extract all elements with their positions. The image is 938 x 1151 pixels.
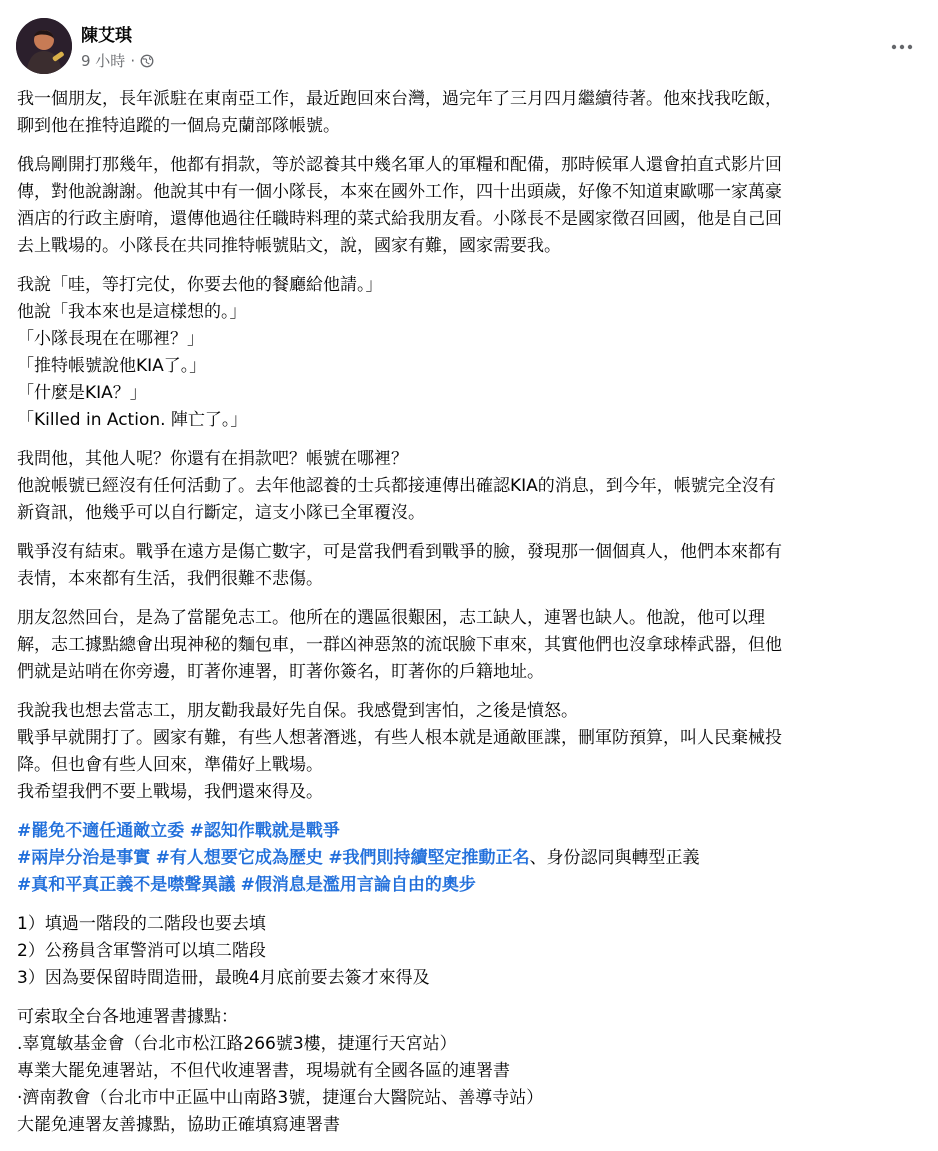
globe-icon[interactable]	[140, 54, 154, 68]
text-line: 新資訊，他幾乎可以自行斷定，這支小隊已全軍覆沒。	[17, 503, 425, 523]
text-line: 我說我也想去當志工，朋友勸我最好先自保。我感覺到害怕，之後是憤怒。	[17, 701, 578, 721]
text-line: 戰爭沒有結束。戰爭在遠方是傷亡數字，可是當我們看到戰爭的臉，發現那一個個真人，他們本來都有	[17, 542, 782, 562]
hashtag-line	[17, 872, 922, 899]
locations-list	[17, 1004, 922, 1139]
text-line: 「推特帳號說他KIA了。」	[17, 356, 207, 376]
hashtag-line	[17, 845, 922, 872]
hashtag-link[interactable]: #真和平真正義不是噤聲異議	[17, 875, 236, 895]
avatar-photo	[16, 18, 72, 74]
paragraph	[17, 605, 922, 686]
note-item: 1）填過一階段的二階段也要去填	[17, 914, 266, 934]
location-item: ·濟南教會（台北市中正區中山南路3號，捷運台大醫院站、善導寺站）	[17, 1088, 544, 1108]
paragraph	[17, 539, 922, 593]
text-line: 他說「我本來也是這樣想的。」	[17, 302, 247, 322]
locations-title: 可索取全台各地連署書據點：	[17, 1007, 238, 1027]
note-item: 2）公務員含軍警消可以填二階段	[17, 941, 266, 961]
post-timestamp[interactable]: 9 小時	[81, 52, 126, 70]
hashtag-link[interactable]: #認知作戰就是戰爭	[189, 821, 340, 841]
hashtag-link[interactable]: #罷免不適任通敵立委	[17, 821, 185, 841]
paragraph	[17, 152, 922, 260]
paragraph	[17, 272, 922, 434]
text-line: 傳，對他說謝謝。他說其中有一個小隊長，本來在國外工作，四十出頭歲，好像不知道東歐哪一家萬豪	[17, 182, 782, 202]
text-line: 去上戰場的。小隊長在共同推特帳號貼文，說，國家有難，國家需要我。	[17, 236, 561, 256]
location-item: 專業大罷免連署站，不但代收連署書，現場就有全國各區的連署書	[17, 1061, 510, 1081]
hashtag-link[interactable]: #假消息是濫用言論自由的奧步	[240, 875, 476, 895]
paragraph	[17, 86, 922, 140]
text-line: 「Killed in Action. 陣亡了。」	[17, 410, 248, 430]
text-line: 們就是站哨在你旁邊，盯著你連署，盯著你簽名，盯著你的戶籍地址。	[17, 662, 544, 682]
note-item: 3）因為要保留時間造冊，最晚4月底前要去簽才來得及	[17, 968, 430, 988]
more-horizontal-icon	[891, 44, 913, 50]
post-content	[17, 86, 922, 1151]
author-name[interactable]: 陳艾琪	[81, 26, 132, 46]
text-line: 「什麼是KIA？」	[17, 383, 147, 403]
hashtag-line	[17, 818, 922, 845]
numbered-notes	[17, 911, 922, 992]
hashtag-link[interactable]: #有人想要它成為歷史	[155, 848, 323, 868]
hashtag-suffix-text: 、身份認同與轉型正義	[529, 848, 700, 868]
text-line: 「小隊長現在在哪裡？」	[17, 329, 204, 349]
text-line: 我說「哇，等打完仗，你要去他的餐廳給他請。」	[17, 275, 383, 295]
text-line: 朋友忽然回台，是為了當罷免志工。他所在的選區很艱困，志工缺人，連署也缺人。他說，他可以理	[17, 608, 765, 628]
hashtag-link[interactable]: #我們則持續堅定推動正名	[328, 848, 530, 868]
text-line: 我希望我們不要上戰場，我們還來得及。	[17, 782, 323, 802]
text-line: 我一個朋友，長年派駐在東南亞工作，最近跑回來台灣，過完年了三月四月繼續待著。他來找我吃飯，	[17, 89, 782, 109]
post-meta	[81, 50, 154, 71]
text-line: 聊到他在推特追蹤的一個烏克蘭部隊帳號。	[17, 116, 340, 136]
text-line: 解，志工據點總會出現神秘的麵包車，一群凶神惡煞的流氓臉下車來，其實他們也沒拿球棒武器，但他	[17, 635, 782, 655]
hashtag-block	[17, 818, 922, 899]
paragraph	[17, 698, 922, 806]
text-line: 俄烏剛開打那幾年，他都有捐款，等於認養其中幾名軍人的軍糧和配備，那時候軍人還會拍直式影片回	[17, 155, 782, 175]
text-line: 酒店的行政主廚唷，還傳他過往任職時料理的菜式給我朋友看。小隊長不是國家徵召回國，他是自己回	[17, 209, 782, 229]
location-item: .辜寬敏基金會（台北市松江路266號3樓，捷運行天宮站）	[17, 1034, 457, 1054]
meta-separator: ·	[130, 51, 136, 70]
text-line: 戰爭早就開打了。國家有難，有些人想著潛逃，有些人根本就是通敵匪諜，刪軍防預算，叫人民棄械投	[17, 728, 782, 748]
location-item: 大罷免連署友善據點，協助正確填寫連署書	[17, 1115, 340, 1135]
text-line: 降。但也會有些人回來，準備好上戰場。	[17, 755, 323, 775]
text-line: 我問他，其他人呢？你還有在捐款吧？帳號在哪裡？	[17, 449, 408, 469]
post-header	[16, 17, 922, 73]
avatar[interactable]	[16, 18, 72, 74]
paragraph	[17, 446, 922, 527]
text-line: 表情，本來都有生活，我們很難不悲傷。	[17, 569, 323, 589]
more-options-button[interactable]	[884, 29, 920, 65]
text-line: 他說帳號已經沒有任何活動了。去年他認養的士兵都接連傳出確認KIA的消息，到今年，帳號完全沒有	[17, 476, 776, 496]
hashtag-link[interactable]: #兩岸分治是事實	[17, 848, 151, 868]
